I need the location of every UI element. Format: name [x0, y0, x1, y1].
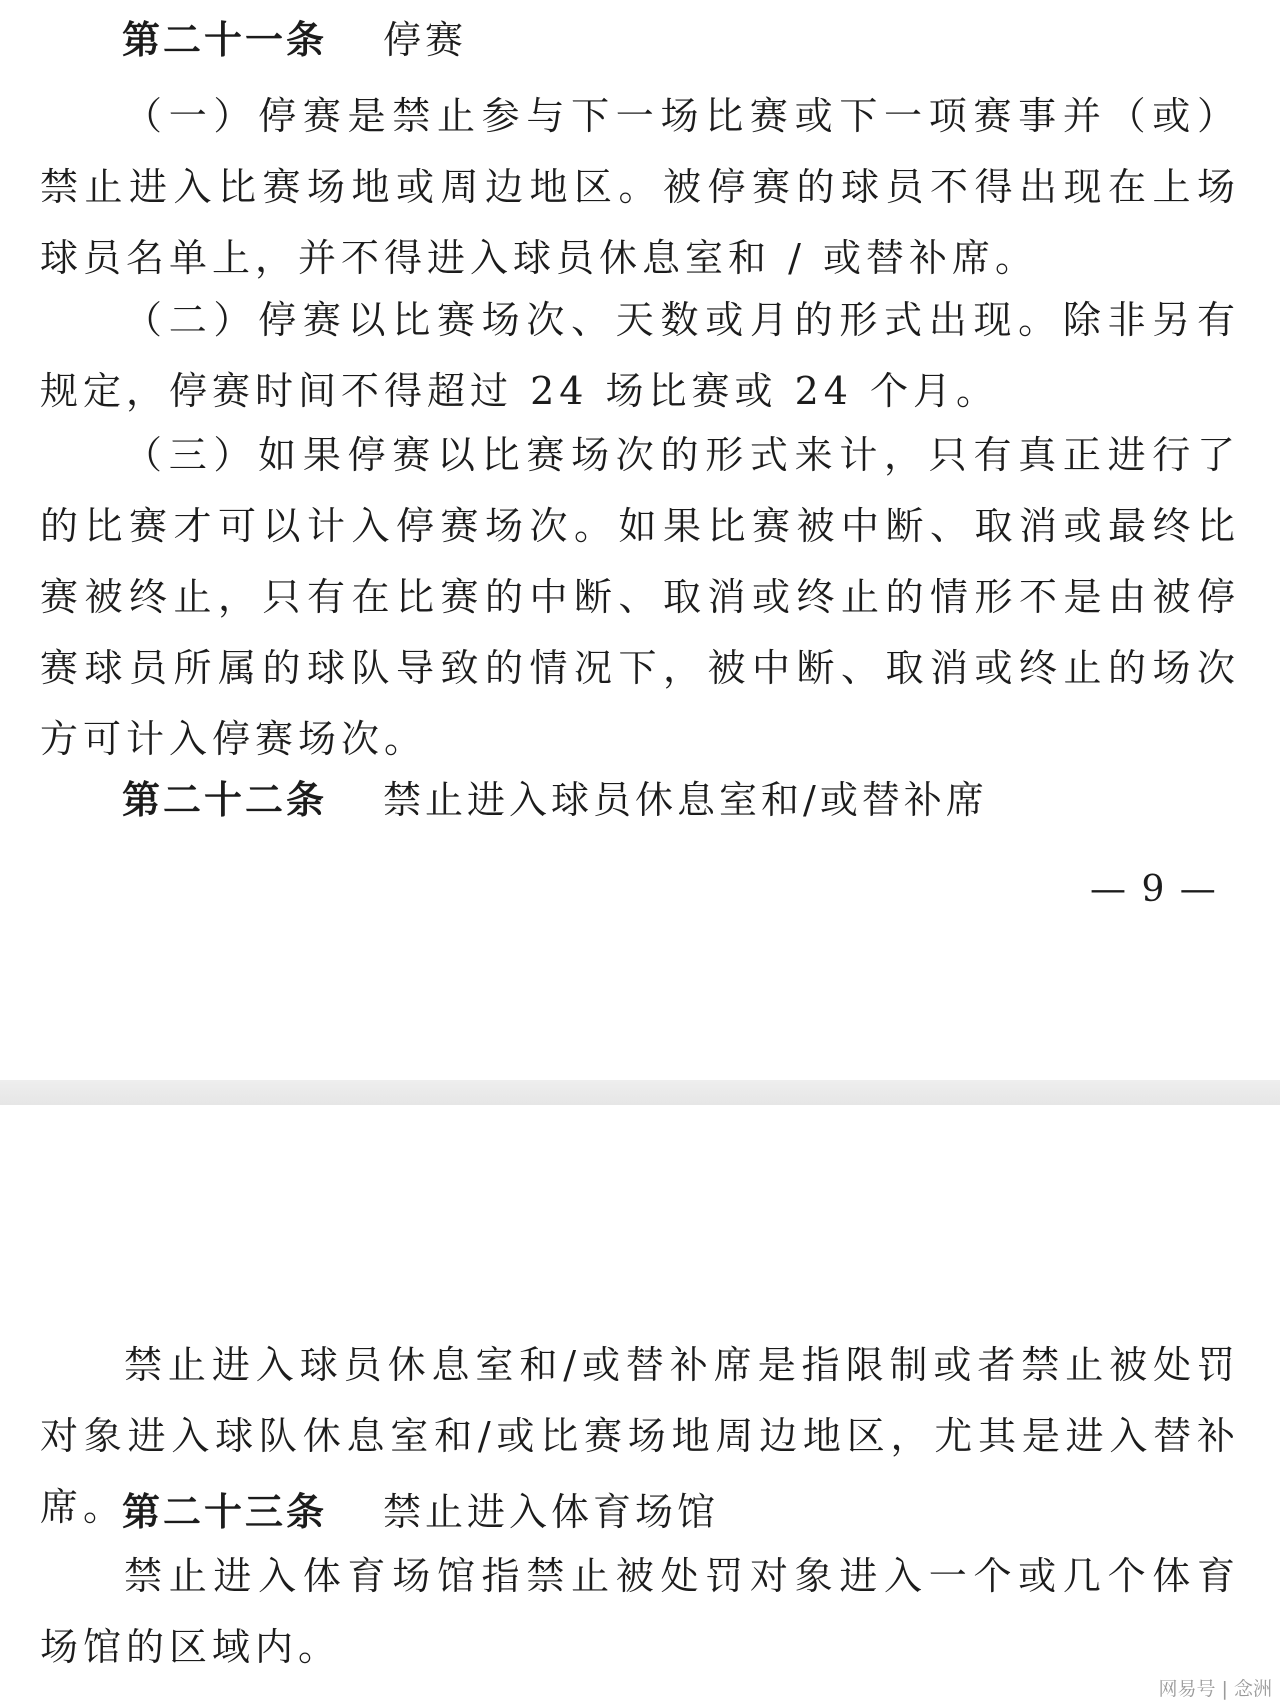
page-number: — 9 — [1090, 869, 1218, 910]
article-21-number: 第二十一条 [122, 18, 328, 62]
article-22-title: 禁止进入球员休息室和/或替补席 [383, 778, 988, 822]
article-22-heading [122, 778, 988, 822]
source-watermark: 网易号 | 念洲 [1158, 1678, 1272, 1700]
article-21-paragraph-2: （二）停赛以比赛场次、天数或月的形式出现。除非另有规定，停赛时间不得超过 24 场比赛或 24 个月。 [40, 298, 1240, 413]
article-23-heading [122, 1490, 719, 1534]
article-22-body: 禁止进入球员休息室和/或替补席是指限制或者禁止被处罚对象进入球队休息室和/或比赛场地周边地区，尤其是进入替补席。 [40, 1343, 1240, 1529]
article-23-title: 禁止进入体育场馆 [383, 1490, 720, 1534]
article-22-number: 第二十二条 [122, 778, 328, 822]
document-page-bottom [0, 1105, 1280, 1707]
article-23-body: 禁止进入体育场馆指禁止被处罚对象进入一个或几个体育场馆的区域内。 [40, 1554, 1240, 1669]
article-21-paragraph-3: （三）如果停赛以比赛场次的形式来计，只有真正进行了的比赛才可以计入停赛场次。如果比赛被中断、取消或最终比赛被终止，只有在比赛的中断、取消或终止的情形不是由被停赛球员所属的球队导致的情况下，被中断、取消或终止的场次方可计入停赛场次。 [40, 433, 1240, 761]
article-21-paragraph-1: （一）停赛是禁止参与下一场比赛或下一项赛事并（或）禁止进入比赛场地或周边地区。被停赛的球员不得出现在上场球员名单上，并不得进入球员休息室和 / 或替补席。 [40, 94, 1240, 280]
article-21-heading [122, 18, 467, 62]
article-23-number: 第二十三条 [122, 1490, 328, 1534]
article-21-title: 停赛 [383, 18, 468, 62]
page-separator [0, 1080, 1280, 1105]
